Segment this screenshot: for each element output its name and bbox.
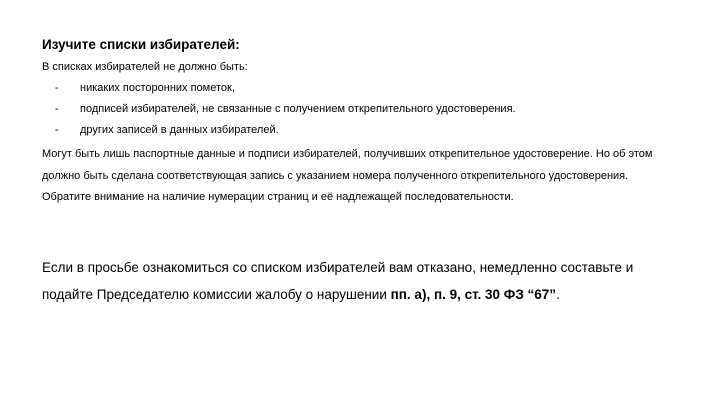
intro-text: В списках избирателей не должно быть:	[42, 61, 248, 73]
page-numbering-paragraph: Обратите внимание на наличие нумерации страниц и её надлежащей последовательности.	[42, 191, 514, 203]
complaint-text: Если в просьбе ознакомиться со списком избирателей вам отказано, немедленно составьте и подайте Председателю комиссии жалобу о нарушении	[42, 260, 634, 302]
prohibited-list	[42, 81, 682, 138]
heading: Изучите списки избирателей:	[42, 37, 240, 52]
complaint-end: .	[556, 287, 560, 302]
list-item	[42, 81, 682, 96]
list-item-text: подписей избирателей, не связанные с получением открепительного удостоверения.	[80, 103, 516, 115]
instructions-block	[42, 36, 682, 209]
list-item-text: других записей в данных избирателей.	[80, 124, 279, 136]
bullet-dash: -	[55, 103, 59, 115]
law-reference: пп. а), п. 9, ст. 30 ФЗ “67”	[390, 287, 557, 302]
list-item	[42, 123, 682, 138]
bullet-dash: -	[55, 124, 59, 136]
list-item	[42, 102, 682, 117]
complaint-block	[42, 254, 682, 308]
bullet-dash: -	[55, 82, 59, 94]
complaint-paragraph	[42, 254, 682, 308]
list-item-text: никаких посторонних пометок,	[80, 82, 235, 94]
allowed-data-paragraph: Могут быть лишь паспортные данные и подписи избирателей, получивших открепительное удостоверение. Но об этом должно быть сделана соответствующая запись с указанием номера полученного открепительного удостоверения.	[42, 148, 653, 182]
